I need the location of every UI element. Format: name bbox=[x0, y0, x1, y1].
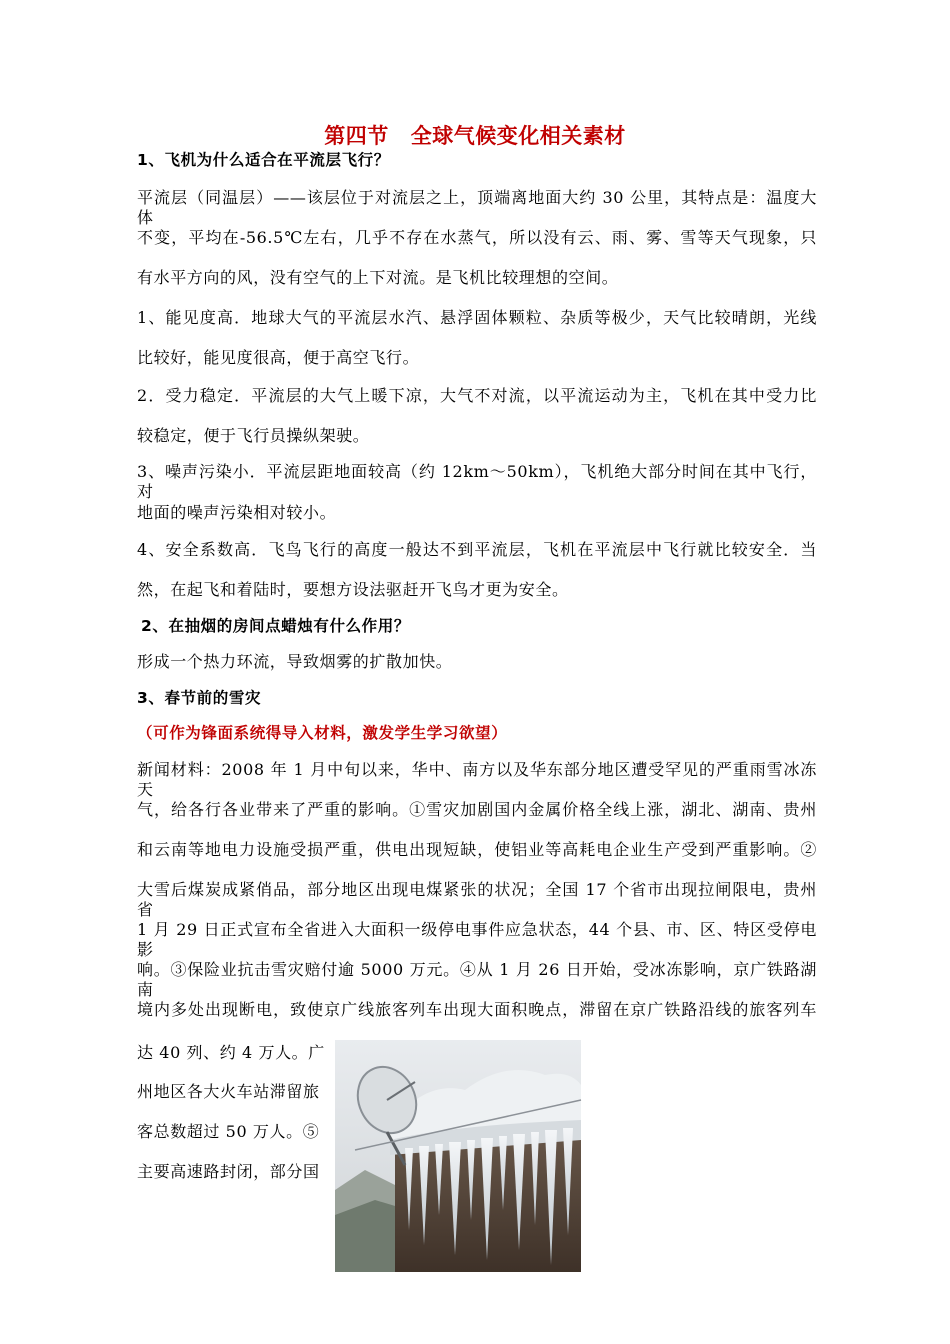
snow-disaster-photo bbox=[335, 1040, 581, 1272]
news-side-line: 州地区各大火车站滞留旅 bbox=[137, 1082, 320, 1101]
point-3-line: 地面的噪声污染相对较小。 bbox=[137, 503, 337, 522]
news-side-line: 达 40 列、约 4 万人。广 bbox=[137, 1043, 325, 1062]
question-3-heading: 3、春节前的雪灾 bbox=[137, 689, 262, 707]
page-title bbox=[0, 120, 950, 150]
news-side-line: 主要高速路封闭，部分国 bbox=[137, 1162, 320, 1181]
question-2-heading: 2、在抽烟的房间点蜡烛有什么作用？ bbox=[141, 617, 410, 635]
title-section-number: 第四节 bbox=[324, 124, 389, 148]
news-line: 境内多处出现断电，致使京广线旅客列车出现大面积晚点，滞留在京广铁路沿线的旅客列车 bbox=[137, 1000, 817, 1019]
point-1-line: 1、能见度高．地球大气的平流层水汽、悬浮固体颗粒、杂质等极少，天气比较晴朗，光线 bbox=[137, 308, 817, 327]
news-line: 1 月 29 日正式宣布全省进入大面积一级停电事件应急状态，44 个县、市、区、特区受停电影 bbox=[137, 920, 817, 959]
point-2-line: 2．受力稳定．平流层的大气上暖下凉，大气不对流，以平流运动为主，飞机在其中受力比 bbox=[137, 386, 817, 405]
news-line: 和云南等地电力设施受损严重，供电出现短缺，使铝业等高耗电企业生产受到严重影响。② bbox=[137, 840, 817, 859]
news-line: 大雪后煤炭成紧俏品，部分地区出现电煤紧张的状况；全国 17 个省市出现拉闸限电，贵州省 bbox=[137, 880, 817, 919]
news-line: 气，给各行各业带来了严重的影响。①雪灾加剧国内金属价格全线上涨，湖北、湖南、贵州 bbox=[137, 800, 817, 819]
title-topic: 全球气候变化相关素材 bbox=[410, 124, 626, 148]
news-line: 响。③保险业抗击雪灾赔付逾 5000 万元。④从 1 月 26 日开始，受冰冻影响，京广铁路湖南 bbox=[137, 960, 817, 999]
point-1-line: 比较好，能见度很高，便于高空飞行。 bbox=[137, 348, 420, 367]
paragraph-line: 不变，平均在-56.5℃左右，几乎不存在水蒸气，所以没有云、雨、雾、雪等天气现象，只 bbox=[137, 228, 817, 247]
point-4-line: 4、安全系数高．飞鸟飞行的高度一般达不到平流层，飞机在平流层中飞行就比较安全．当 bbox=[137, 540, 817, 559]
paragraph-line: 平流层（同温层）——该层位于对流层之上，顶端离地面大约 30 公里，其特点是：温度大体 bbox=[137, 188, 817, 227]
question-1-heading: 1、飞机为什么适合在平流层飞行？ bbox=[137, 151, 390, 169]
point-3-line: 3、噪声污染小．平流层距地面较高（约 12km～50km），飞机绝大部分时间在其中飞行，对 bbox=[137, 462, 817, 501]
point-4-line: 然，在起飞和着陆时，要想方设法驱赶开飞鸟才更为安全。 bbox=[137, 580, 569, 599]
teaching-note: （可作为锋面系统得导入材料，激发学生学习欲望） bbox=[137, 724, 508, 742]
news-line: 新闻材料：2008 年 1 月中旬以来，华中、南方以及华东部分地区遭受罕见的严重雨雪冰冻天 bbox=[137, 760, 817, 799]
point-2-line: 较稳定，便于飞行员操纵架驶。 bbox=[137, 426, 370, 445]
paragraph-line: 有水平方向的风，没有空气的上下对流。是飞机比较理想的空间。 bbox=[137, 268, 619, 287]
question-2-answer: 形成一个热力环流，导致烟雾的扩散加快。 bbox=[137, 652, 453, 671]
news-side-line: 客总数超过 50 万人。⑤ bbox=[137, 1122, 320, 1141]
